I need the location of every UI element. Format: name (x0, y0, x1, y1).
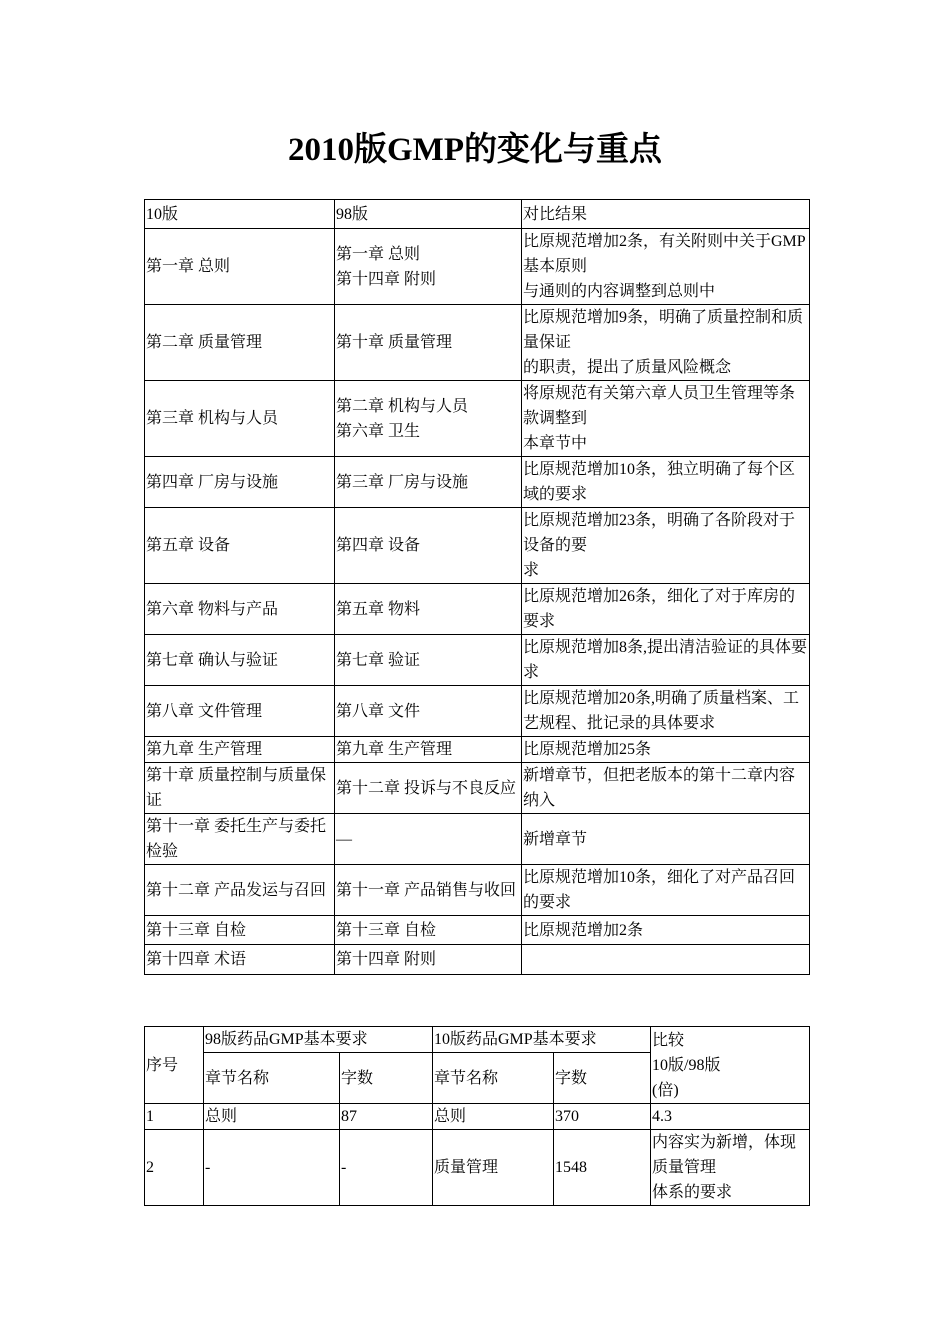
word-count-cell (340, 1130, 433, 1206)
cell-text: 比原规范增加20条,明确了质量档案、工艺规程、批记录的具体要求 (523, 690, 800, 732)
cell-text: 第三章 厂房与设施 (336, 473, 469, 491)
cell-text: 1548 (555, 1159, 587, 1176)
cell-text: 第十四章 附则 (336, 270, 437, 288)
old-chapter-cell (335, 381, 522, 457)
cell-text: 1 (146, 1108, 154, 1125)
cell-text: 第十四章 术语 (146, 951, 247, 968)
table-row (145, 763, 810, 814)
cell-text: 第十四章 附则 (336, 951, 437, 968)
header-cell (145, 1027, 204, 1104)
new-chapter-cell (145, 584, 335, 635)
word-count-table (144, 1026, 810, 1206)
cell-text: 2 (146, 1159, 154, 1176)
table-row (145, 686, 810, 737)
new-chapter-cell (145, 508, 335, 584)
word-count-cell (340, 1104, 433, 1130)
cell-text: 第六章 卫生 (336, 422, 421, 440)
cell-text: 比原规范增加10条，独立明确了每个区域的要求 (523, 461, 796, 503)
cell-text: 第十三章 自检 (336, 921, 437, 939)
cell-text: 比原规范增加2条，有关附则中关于GMP基本原则 (523, 233, 806, 275)
result-cell (522, 916, 810, 945)
cell-text: 第五章 物料 (336, 600, 421, 618)
cell-text: 比原规范增加23条，明确了各阶段对于设备的要 (523, 512, 796, 554)
new-chapter-cell (145, 865, 335, 916)
cell-text: 第十章 质量控制与质量保证 (146, 767, 327, 809)
cell-text: 第八章 文件管理 (146, 702, 263, 720)
cell-text: 第四章 设备 (336, 537, 421, 554)
header-cell (145, 200, 335, 229)
result-cell (522, 508, 810, 584)
new-chapter-cell (145, 763, 335, 814)
cell-text: — (336, 830, 352, 848)
old-chapter-cell (335, 737, 522, 763)
cell-text: 比原规范增加25条 (523, 741, 652, 758)
cell-text: 比原规范增加9条，明确了质量控制和质量保证 (523, 309, 804, 351)
cell-text: 总则 (434, 1108, 467, 1125)
cell-text: 第十三章 自检 (146, 921, 247, 939)
ratio-cell (651, 1104, 810, 1130)
old-chapter-cell (335, 457, 522, 508)
header-cell (335, 200, 522, 229)
cell-text: 第八章 文件 (336, 702, 421, 720)
cell-text: 370 (555, 1108, 579, 1125)
chapter-name-cell (204, 1104, 340, 1130)
cell-text: 第四章 厂房与设施 (146, 473, 279, 491)
cell-text: 比较 (652, 1031, 685, 1049)
old-chapter-cell (335, 229, 522, 305)
header-cell (554, 1053, 651, 1104)
table-header-row (145, 200, 810, 229)
new-chapter-cell (145, 686, 335, 737)
result-cell (522, 763, 810, 814)
new-chapter-cell (145, 737, 335, 763)
cell-text: - (205, 1159, 211, 1176)
table-row (145, 508, 810, 584)
header-cell (340, 1053, 433, 1104)
cell-text: 字数 (341, 1069, 374, 1087)
result-cell (522, 737, 810, 763)
ratio-cell (651, 1130, 810, 1206)
cell-text: 87 (341, 1108, 357, 1125)
cell-text: 新增章节 (523, 830, 588, 848)
table-row (145, 945, 810, 975)
cell-text: (倍) (652, 1081, 679, 1099)
table-row (145, 635, 810, 686)
cell-text: 10版 (146, 205, 179, 223)
cell-text: 第三章 机构与人员 (146, 410, 279, 427)
new-chapter-cell (145, 814, 335, 865)
cell-text: 第十二章 产品发运与召回 (146, 881, 327, 899)
header-cell (433, 1053, 554, 1104)
table-row (145, 865, 810, 916)
table-row (145, 1130, 810, 1206)
word-count-cell (554, 1104, 651, 1130)
cell-text: 第五章 设备 (146, 537, 231, 554)
new-chapter-cell (145, 916, 335, 945)
cell-text: 第七章 验证 (336, 651, 421, 669)
new-chapter-cell (145, 635, 335, 686)
cell-text: 将原规范有关第六章人员卫生管理等条款调整到 (523, 385, 796, 427)
cell-text: 第一章 总则 (146, 258, 231, 275)
cell-text: 对比结果 (523, 205, 588, 223)
result-cell (522, 457, 810, 508)
header-cell (522, 200, 810, 229)
header-cell (204, 1053, 340, 1104)
chapter-name-cell (433, 1104, 554, 1130)
cell-text: 本章节中 (523, 435, 588, 452)
table-row (145, 1104, 810, 1130)
cell-text: 章节名称 (434, 1069, 499, 1087)
page-title: 2010版GMP的变化与重点 (288, 132, 662, 168)
cell-text: 第七章 确认与验证 (146, 651, 279, 669)
cell-text: 第十一章 委托生产与委托检验 (146, 818, 327, 860)
table-row (145, 584, 810, 635)
old-chapter-cell (335, 686, 522, 737)
new-chapter-cell (145, 229, 335, 305)
cell-text: 比原规范增加8条,提出清洁验证的具体要求 (523, 639, 808, 681)
cell-text: 第九章 生产管理 (336, 741, 453, 758)
cell-text: 字数 (555, 1069, 588, 1087)
old-chapter-cell (335, 865, 522, 916)
cell-text: 第一章 总则 (336, 245, 421, 263)
cell-text: 比原规范增加10条，细化了对产品召回的要求 (523, 869, 796, 911)
cell-text: 体系的要求 (652, 1184, 733, 1201)
cell-text: 第十一章 产品销售与收回 (336, 881, 517, 899)
cell-text: 98版药品GMP基本要求 (205, 1031, 368, 1048)
word-count-cell (554, 1130, 651, 1206)
chapter-name-cell (204, 1130, 340, 1206)
table-row (145, 916, 810, 945)
cell-text: 98版 (336, 205, 369, 223)
cell-text: 比原规范增加26条，细化了对于库房的要求 (523, 588, 796, 630)
old-chapter-cell (335, 508, 522, 584)
cell-text: 4.3 (652, 1108, 672, 1125)
old-chapter-cell (335, 814, 522, 865)
old-chapter-cell (335, 916, 522, 945)
table-row (145, 814, 810, 865)
old-chapter-cell (335, 635, 522, 686)
new-chapter-cell (145, 945, 335, 975)
result-cell (522, 305, 810, 381)
cell-text: 第六章 物料与产品 (146, 600, 279, 618)
header-cell (433, 1027, 651, 1053)
table-row (145, 457, 810, 508)
cell-text: 第十二章 投诉与不良反应 (336, 779, 517, 797)
cell-text: 第十章 质量管理 (336, 334, 453, 351)
cell-text: 10版药品GMP基本要求 (434, 1031, 597, 1048)
result-cell (522, 945, 810, 975)
table-row (145, 381, 810, 457)
seq-cell (145, 1104, 204, 1130)
header-cell (651, 1027, 810, 1104)
cell-text: 与通则的内容调整到总则中 (523, 283, 716, 300)
seq-cell (145, 1130, 204, 1206)
result-cell (522, 584, 810, 635)
table-row (145, 305, 810, 381)
old-chapter-cell (335, 584, 522, 635)
result-cell (522, 814, 810, 865)
table-row (145, 737, 810, 763)
cell-text: 求 (523, 562, 540, 579)
new-chapter-cell (145, 381, 335, 457)
cell-text: 内容实为新增，体现质量管理 (652, 1134, 797, 1176)
cell-text: 总则 (205, 1108, 238, 1125)
cell-text: 序号 (146, 1056, 179, 1074)
header-cell (204, 1027, 433, 1053)
chapter-name-cell (433, 1130, 554, 1206)
result-cell (522, 381, 810, 457)
cell-text: 比原规范增加2条 (523, 921, 644, 939)
cell-text: 新增章节，但把老版本的第十二章内容纳入 (523, 767, 796, 809)
result-cell (522, 865, 810, 916)
chapter-comparison-table (144, 199, 810, 975)
table-row (145, 229, 810, 305)
old-chapter-cell (335, 945, 522, 975)
old-chapter-cell (335, 305, 522, 381)
cell-text: 第二章 机构与人员 (336, 397, 469, 415)
old-chapter-cell (335, 763, 522, 814)
table-header-row (145, 1027, 810, 1053)
result-cell (522, 229, 810, 305)
result-cell (522, 635, 810, 686)
new-chapter-cell (145, 305, 335, 381)
cell-text: 第九章 生产管理 (146, 741, 263, 758)
cell-text: 质量管理 (434, 1159, 499, 1176)
cell-text: - (341, 1159, 347, 1176)
cell-text: 第二章 质量管理 (146, 334, 263, 351)
new-chapter-cell (145, 457, 335, 508)
cell-text: 的职责，提出了质量风险概念 (523, 359, 732, 376)
cell-text: 10版/98版 (652, 1056, 721, 1074)
result-cell (522, 686, 810, 737)
cell-text: 章节名称 (205, 1069, 270, 1087)
